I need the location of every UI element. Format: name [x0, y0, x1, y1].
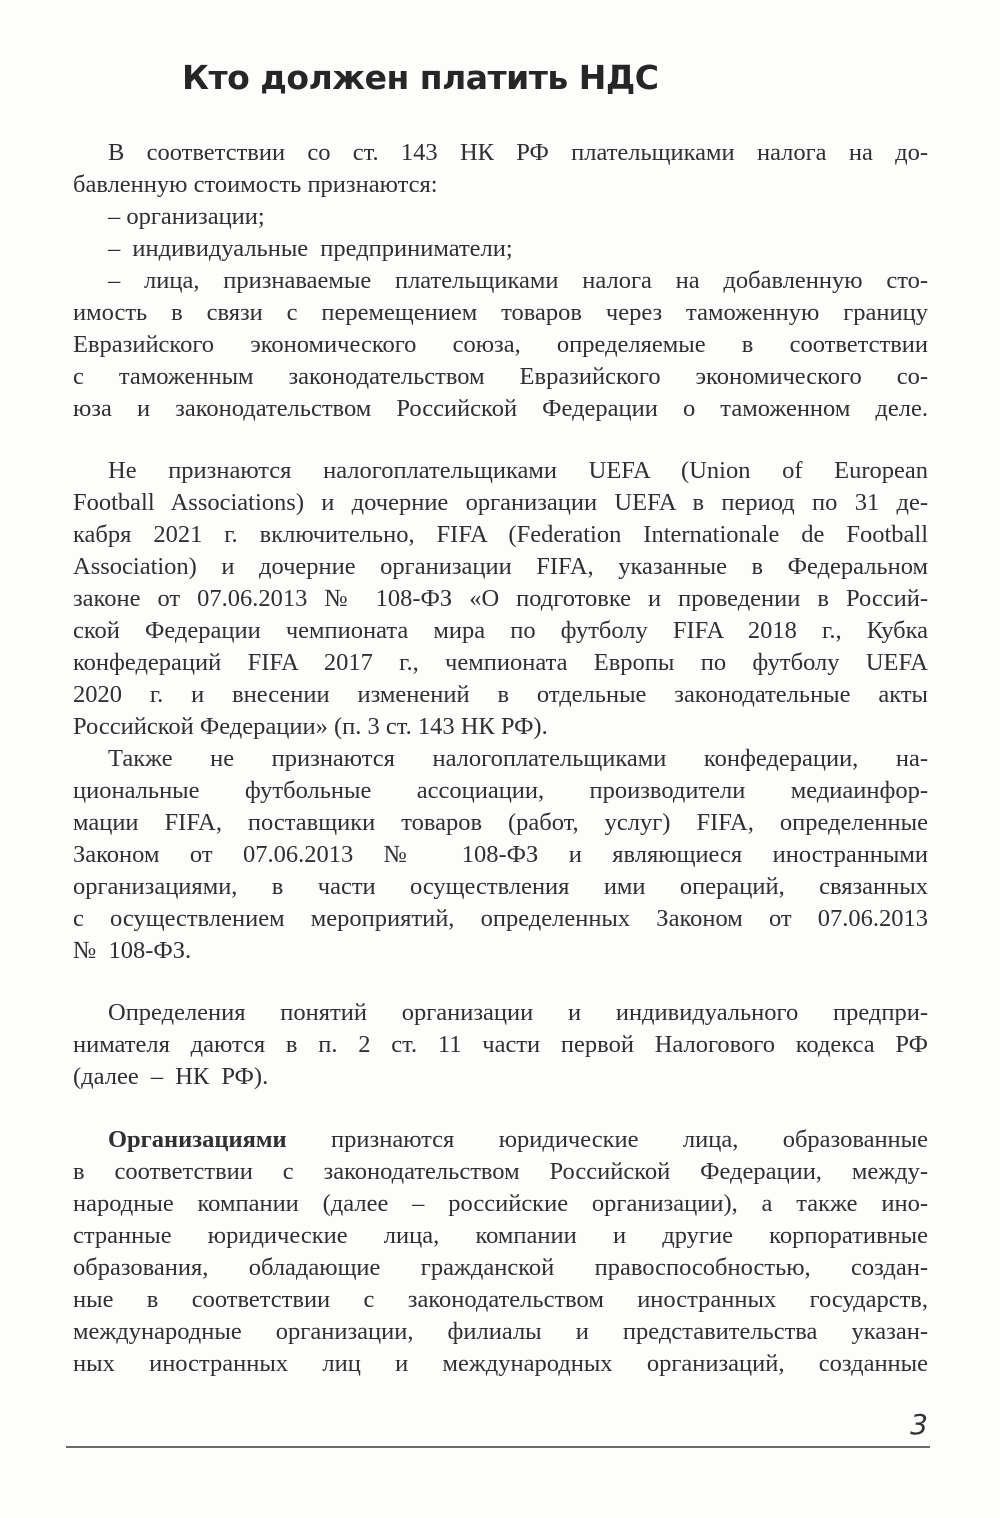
text-line: циональные футбольные ассоциации, производители медиаинфор- [73, 777, 928, 804]
text-line: ных иностранных лиц и международных организаций, созданные [73, 1350, 928, 1377]
text-line: № 108-ФЗ. [73, 937, 192, 964]
text-line: Российской Федерации» (п. 3 ст. 143 НК РФ). [73, 713, 548, 740]
text-line: Association) и дочерние организации FIFA, указанные в Федеральном [73, 553, 928, 580]
text-line: образования, обладающие гражданской правоспособностью, создан- [73, 1254, 928, 1281]
text-line: с таможенным законодательством Евразийского экономического со- [73, 363, 928, 390]
text-line: законе от 07.06.2013 № 108-ФЗ «О подготовке и проведении в Россий- [73, 585, 928, 612]
text-line: имость в связи с перемещением товаров через таможенную границу [73, 299, 928, 326]
text-line: мации FIFA, поставщики товаров (работ, услуг) FIFA, определенные [73, 809, 928, 836]
text-line: ные в соответствии с законодательством иностранных государств, [73, 1286, 928, 1313]
text-line: Football Associations) и дочерние организации UEFA в период по 31 де- [73, 489, 928, 516]
text-line: В соответствии со ст. 143 НК РФ плательщиками налога на до- [108, 139, 928, 166]
list-item: – индивидуальные предприниматели; [108, 235, 513, 262]
text-line: Законом от 07.06.2013 № 108-ФЗ и являющиеся иностранными [73, 841, 928, 868]
list-item: – организации; [108, 203, 265, 230]
text-line: Не признаются налогоплательщиками UEFA (Union of European [108, 457, 928, 484]
bold-term: Организациями [108, 1126, 287, 1153]
text-line: конфедераций FIFA 2017 г., чемпионата Европы по футболу UEFA [73, 649, 928, 676]
text-line: международные организации, филиалы и представительства указан- [73, 1318, 928, 1345]
text-line: Евразийского экономического союза, определяемые в соответствии [73, 331, 928, 358]
text-line: ской Федерации чемпионата мира по футболу FIFA 2018 г., Кубка [73, 617, 928, 644]
text-line: юза и законодательством Российской Федерации о таможенном деле. [73, 395, 928, 422]
text-line: с осуществлением мероприятий, определенных Законом от 07.06.2013 [73, 905, 928, 932]
text-line: бавленную стоимость признаются: [73, 171, 438, 198]
text-line: Также не признаются налогоплательщиками конфедерации, на- [108, 745, 928, 772]
footer-divider [66, 1446, 930, 1448]
page-title: Кто должен платить НДС [182, 58, 659, 97]
text-line [108, 1124, 928, 1156]
text-line: странные юридические лица, компании и другие корпоративные [73, 1222, 928, 1249]
text-line: нимателя даются в п. 2 ст. 11 части первой Налогового кодекса РФ [73, 1031, 928, 1058]
page-number: 3 [910, 1408, 928, 1441]
text-line: 2020 г. и внесении изменений в отдельные законодательные акты [73, 681, 928, 708]
text-line: народные компании (далее – российские организации), а также ино- [73, 1190, 928, 1217]
text-line: организациями, в части осуществления ими операций, связанных [73, 873, 928, 900]
text-line: (далее – НК РФ). [73, 1063, 269, 1090]
list-item: – лица, признаваемые плательщиками налога на добавленную сто- [108, 267, 928, 294]
text-line: Определения понятий организации и индивидуального предпри- [108, 999, 928, 1026]
text-line: в соответствии с законодательством Российской Федерации, между- [73, 1158, 928, 1185]
text-line: кабря 2021 г. включительно, FIFA (Federation Internationale de Football [73, 521, 928, 548]
line-text: признаются юридические лица, образованные [286, 1126, 928, 1153]
